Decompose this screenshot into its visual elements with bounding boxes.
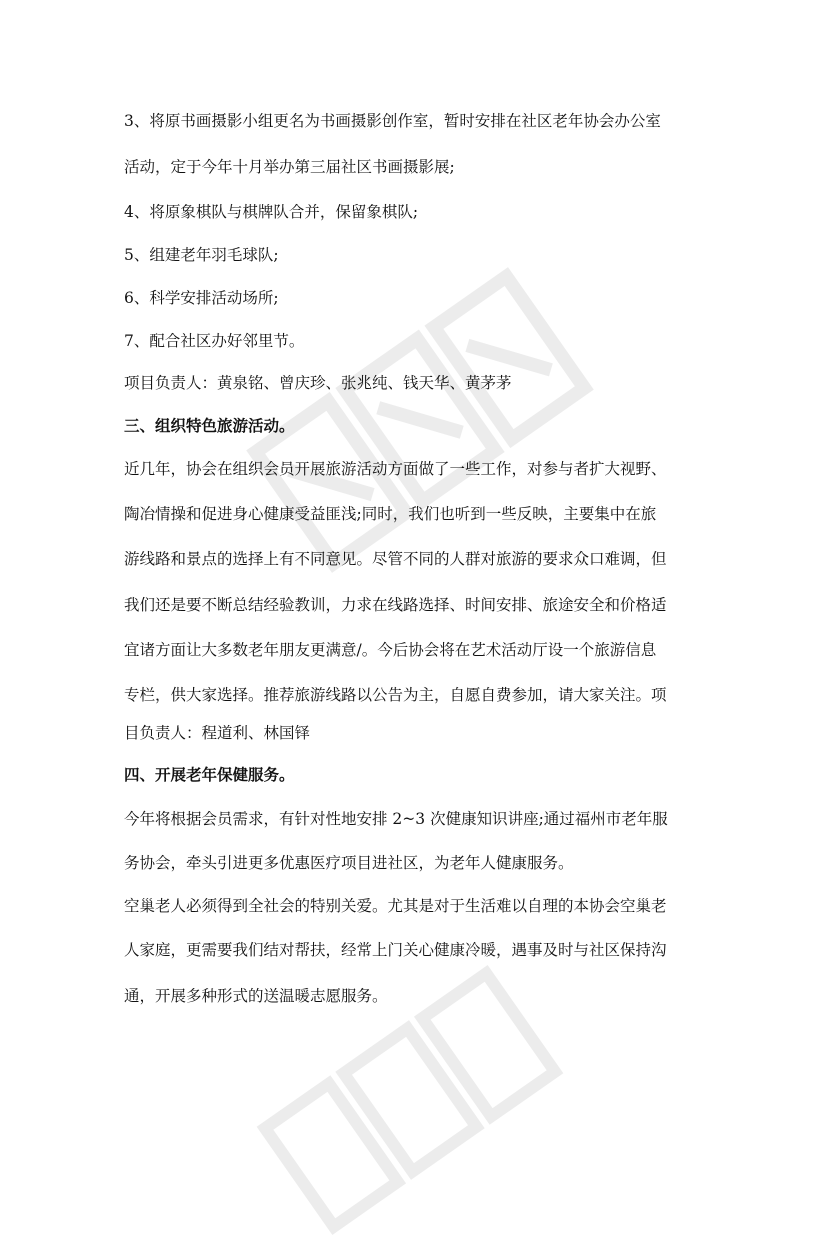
text-line: 目负责人：程道利、林国铎	[124, 724, 311, 742]
text-line: 通，开展多种形式的送温暖志愿服务。	[124, 987, 388, 1005]
text-line: 人家庭，更需要我们结对帮扶，经常上门关心健康冷暖，遇事及时与社区保持沟	[124, 941, 667, 959]
text-line: 游线路和景点的选择上有不同意见。尽管不同的人群对旅游的要求众口难调，但	[124, 550, 667, 568]
text-line: 今年将根据会员需求，有针对性地安排 2~3 次健康知识讲座;通过福州市老年服	[124, 810, 668, 828]
text-line: 宜诸方面让大多数老年朋友更满意/。今后协会将在艺术活动厅设一个旅游信息	[124, 641, 657, 659]
text-line: 陶冶情操和促进身心健康受益匪浅;同时，我们也听到一些反映，主要集中在旅	[124, 505, 657, 523]
text-line: 项目负责人：黄泉铭、曾庆珍、张兆纯、钱天华、黄茅茅	[124, 374, 512, 392]
text-line: 5、组建老年羽毛球队;	[124, 246, 279, 264]
text-line: 我们还是要不断总结经验教训，力求在线路选择、时间安排、旅途安全和价格适	[124, 596, 667, 614]
text-line: 4、将原象棋队与棋牌队合并，保留象棋队;	[124, 203, 419, 221]
section-heading: 三、组织特色旅游活动。	[124, 417, 295, 435]
text-line: 7、配合社区办好邻里节。	[124, 332, 305, 350]
section-heading: 四、开展老年保健服务。	[124, 766, 295, 784]
text-line: 活动，定于今年十月举办第三届社区书画摄影展;	[124, 158, 455, 176]
text-line: 6、科学安排活动场所;	[124, 289, 279, 307]
text-line: 近几年，协会在组织会员开展旅游活动方面做了一些工作，对参与者扩大视野、	[124, 460, 667, 478]
text-line: 专栏，供大家选择。推荐旅游线路以公告为主，自愿自费参加，请大家关注。项	[124, 686, 667, 704]
text-line: 务协会，牵头引进更多优惠医疗项目进社区，为老年人健康服务。	[124, 854, 574, 872]
text-line: 空巢老人必须得到全社会的特别关爱。尤其是对于生活难以自理的本协会空巢老	[124, 897, 667, 915]
text-line: 3、将原书画摄影小组更名为书画摄影创作室，暂时安排在社区老年协会办公室	[124, 112, 661, 130]
